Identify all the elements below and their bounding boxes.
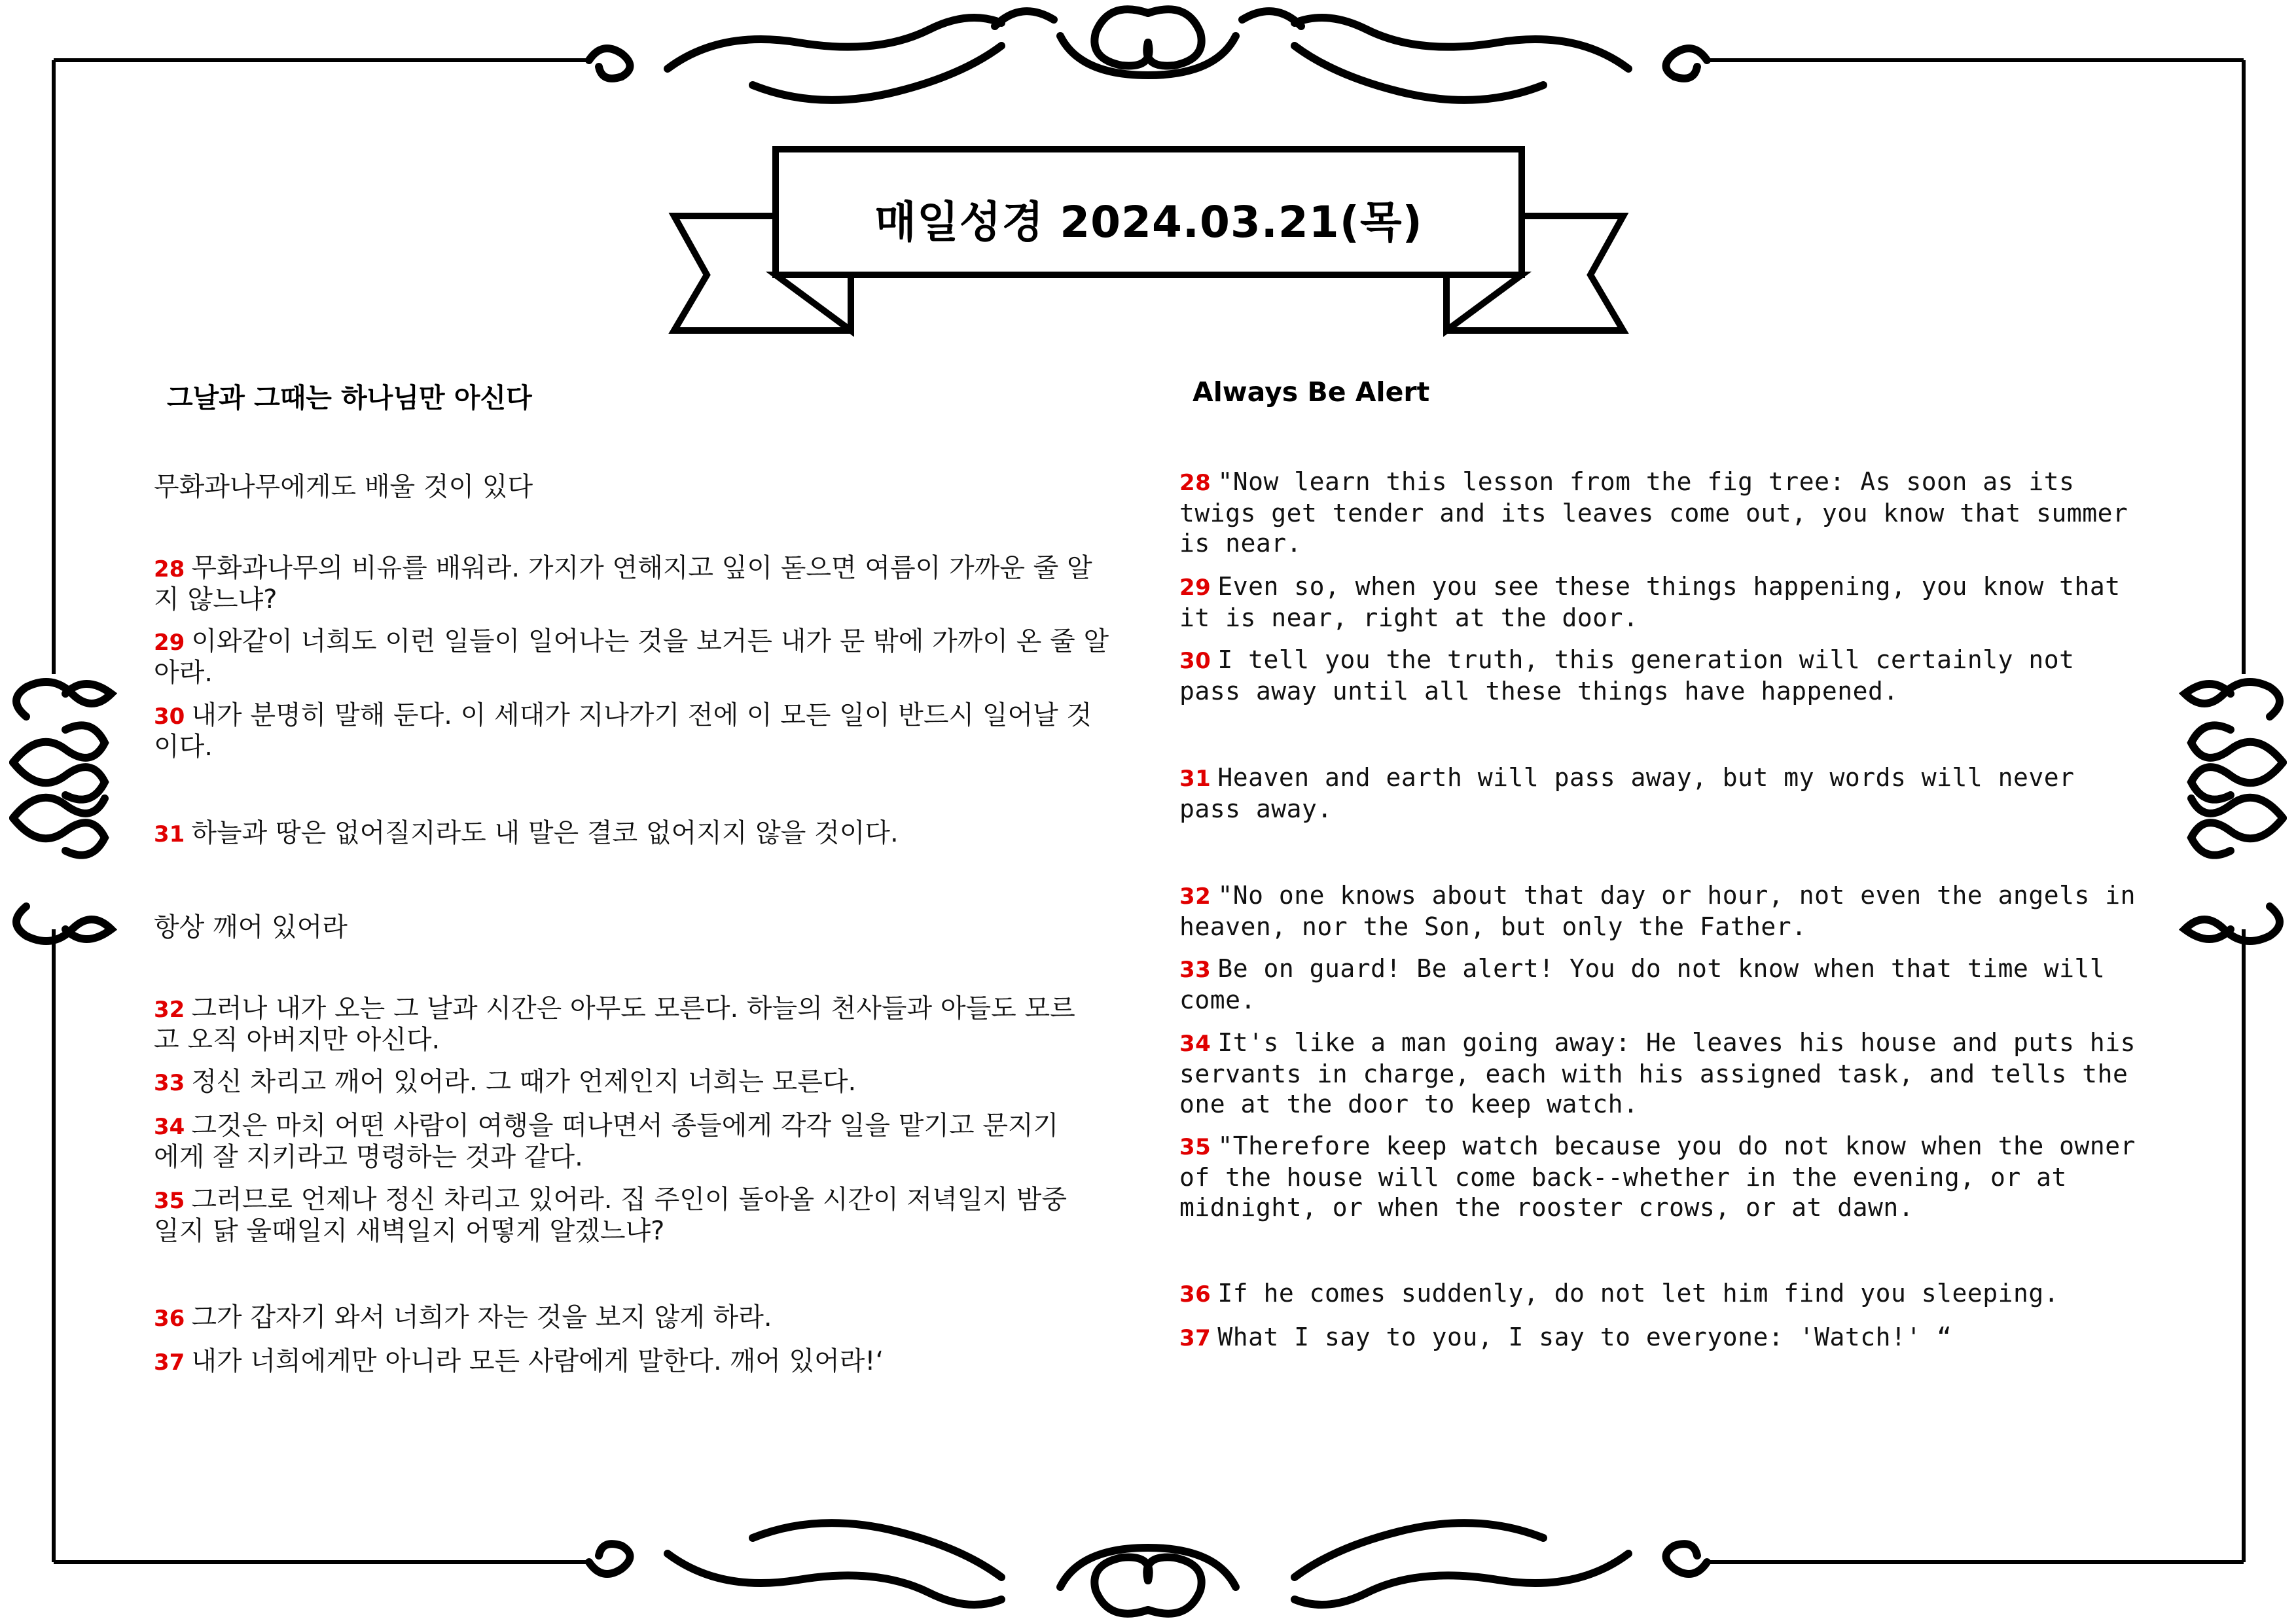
korean-verse-37 [154, 1346, 1116, 1378]
verse-number: 37 [1179, 1325, 1211, 1351]
korean-verse-31 [154, 818, 1116, 849]
verse-text: 이와같이 너희도 이런 일들이 일어나는 것을 보거든 내가 문 밖에 가까이 온 줄 알아라. [154, 626, 1109, 688]
korean-verse-34 [154, 1111, 1070, 1172]
verse-text: 내가 분명히 말해 둔다. 이 세대가 지나가기 전에 이 모든 일이 반드시 일어날 것이다. [154, 700, 1092, 762]
verse-text: If he comes suddenly, do not let him find you sleeping. [1217, 1279, 2060, 1308]
verse-text: 내가 너희에게만 아니라 모든 사람에게 말한다. 깨어 있어라!‘ [191, 1346, 884, 1376]
korean-verse-35 [154, 1185, 1083, 1246]
verse-number: 34 [154, 1114, 185, 1140]
verse-number: 29 [1179, 575, 1211, 601]
korean-verse-29 [154, 626, 1116, 688]
verse-number: 30 [1179, 648, 1211, 674]
verse-number: 30 [154, 704, 185, 730]
verse-text: Be on guard! Be alert! You do not know when that time will come. [1179, 954, 2106, 1014]
verse-text: "Now learn this lesson from the fig tree: As soon as its twigs get tender and its leaves come out, you know that summer is near. [1179, 467, 2128, 558]
verse-text: 그러나 내가 오는 그 날과 시간은 아무도 모른다. 하늘의 천사들과 아들도 모르고 오직 아버지만 아신다. [154, 993, 1075, 1055]
top-flourish-ornament [589, 9, 1707, 100]
verse-number: 32 [1179, 883, 1211, 910]
english-verse-32 [1179, 880, 2148, 942]
english-verse-37 [1179, 1322, 2148, 1353]
verse-text: Even so, when you see these things happening, you know that it is near, right at the door. [1179, 572, 2121, 632]
verse-number: 32 [154, 997, 185, 1023]
korean-subheading-1: 무화과나무에게도 배울 것이 있다 [154, 472, 533, 502]
korean-subheading-2: 항상 깨어 있어라 [154, 912, 348, 942]
verse-text: Heaven and earth will pass away, but my words will never pass away. [1179, 763, 2075, 823]
verse-text: I tell you the truth, this generation will certainly not pass away until all these things have happened. [1179, 645, 2075, 705]
verse-number: 35 [1179, 1134, 1211, 1160]
english-verse-31 [1179, 762, 2148, 824]
right-side-ornament [2185, 682, 2283, 941]
english-verse-35 [1179, 1131, 2148, 1222]
korean-verse-32 [154, 993, 1096, 1055]
verse-text: 무화과나무의 비유를 배워라. 가지가 연해지고 잎이 돋으면 여름이 가까운 줄 알지 않느냐? [154, 553, 1092, 615]
verse-text: "Therefore keep watch because you do not know when the owner of the house will come back--whether in the evening, or at midnight, or when the rooster crows, or at dawn. [1179, 1132, 2136, 1222]
korean-verse-33 [154, 1067, 1096, 1098]
verse-text: 그것은 마치 어떤 사람이 여행을 떠나면서 종들에게 각각 일을 맡기고 문지기에게 잘 지키라고 명령하는 것과 같다. [154, 1111, 1059, 1172]
page-title: 매일성경 2024.03.21(목) [874, 196, 1423, 247]
verse-number: 28 [154, 556, 185, 582]
verse-number: 36 [1179, 1281, 1211, 1308]
verse-text: It's like a man going away: He leaves his house and puts his servants in charge, each with his assigned task, and tells the one at the door to keep watch. [1179, 1028, 2136, 1118]
english-verse-30 [1179, 645, 2148, 706]
verse-number: 31 [1179, 766, 1211, 792]
verse-number: 31 [154, 821, 185, 847]
korean-verse-30 [154, 700, 1116, 762]
english-verse-36 [1179, 1278, 2148, 1310]
verse-number: 34 [1179, 1031, 1211, 1057]
left-side-ornament [13, 682, 111, 941]
verse-text: 그러므로 언제나 정신 차리고 있어라. 집 주인이 돌아올 시간이 저녁일지 밤중일지 닭 울때일지 새벽일지 어떻게 알겠느냐? [154, 1185, 1067, 1246]
english-verse-34 [1179, 1027, 2148, 1119]
verse-number: 28 [1179, 470, 1211, 496]
verse-number: 33 [1179, 957, 1211, 983]
english-verse-29 [1179, 571, 2148, 633]
english-heading: Always Be Alert [1193, 376, 1430, 408]
korean-verse-28 [154, 553, 1116, 615]
verse-number: 36 [154, 1306, 185, 1332]
verse-number: 33 [154, 1070, 185, 1096]
verse-number: 29 [154, 630, 185, 656]
bottom-flourish-ornament [589, 1523, 1707, 1614]
verse-number: 35 [154, 1188, 185, 1214]
verse-number: 37 [154, 1349, 185, 1376]
verse-text: 그가 갑자기 와서 너희가 자는 것을 보지 않게 하라. [191, 1302, 772, 1332]
verse-text: 정신 차리고 깨어 있어라. 그 때가 언제인지 너희는 모른다. [191, 1067, 857, 1097]
korean-heading: 그날과 그때는 하나님만 아신다 [167, 382, 532, 414]
korean-verse-36 [154, 1302, 1116, 1334]
english-verse-28 [1179, 467, 2148, 558]
verse-text: What I say to you, I say to everyone: 'Watch!' “ [1217, 1323, 1952, 1351]
verse-text: "No one knows about that day or hour, not even the angels in heaven, nor the Son, but only the Father. [1179, 881, 2136, 941]
verse-text: 하늘과 땅은 없어질지라도 내 말은 결코 없어지지 않을 것이다. [191, 818, 899, 848]
english-verse-33 [1179, 954, 2148, 1015]
